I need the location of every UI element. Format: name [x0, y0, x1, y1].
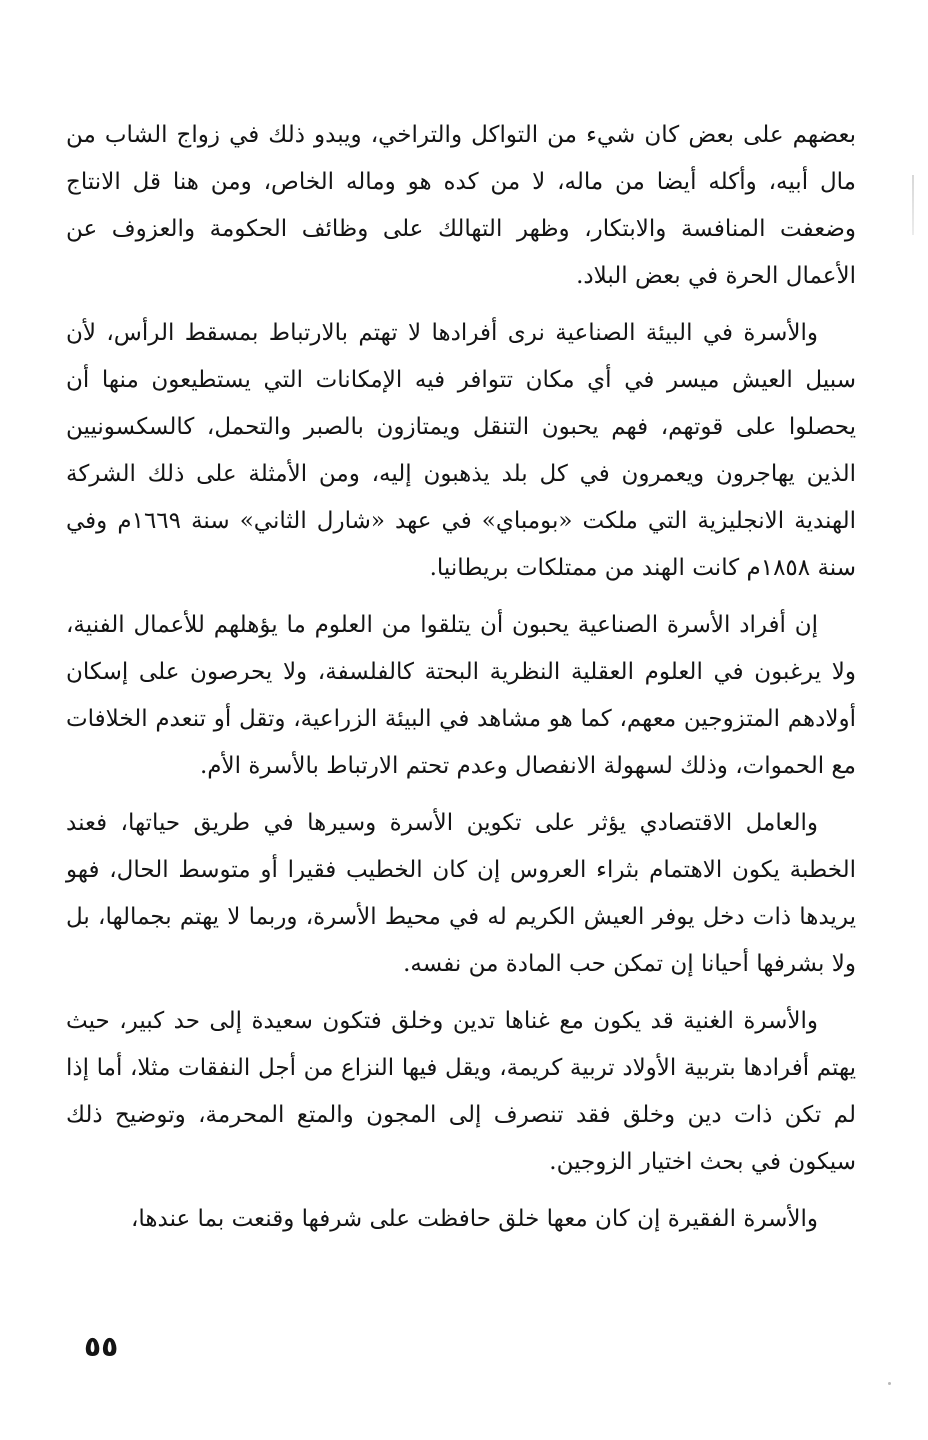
paragraph-6: والأسرة الفقيرة إن كان معها خلق حافظت على شرفها وقنعت بما عندها،: [130, 1206, 818, 1232]
body-text: [66, 112, 856, 1253]
paragraph-1: بعضهم على بعض كان شيء من التواكل والتراخي، ويبدو ذلك في زواج الشاب من مال أبيه، وأكله أيضا من ماله، لا من كده هو وماله الخاص، ومن هنا قل الانتاج وضعفت المنافسة والابتكار، وظهر التهالك على وظائف الحكومة والعزوف عن الأعمال الحرة في بعض البلاد.: [66, 122, 856, 289]
page-number: ٥٥: [84, 1330, 119, 1363]
paragraph-2: والأسرة في البيئة الصناعية نرى أفرادها لا تهتم بالارتباط بمسقط الرأس، لأن سبيل العيش ميسر في أي مكان تتوافر فيه الإمكانات التي يستطيعون منها أن يحصلوا على قوتهم، فهم يحبون التنقل ويمتازون بالصبر والتحمل، كالسكسونيين الذين يهاجرون ويعمرون في كل بلد يذهبون إليه، ومن الأمثلة على ذلك الشركة الهندية الانجليزية التي ملكت «بومباي» في عهد «شارل الثاني» سنة ١٦٦٩م وفي سنة ١٨٥٨م كانت الهند من ممتلكات بريطانيا.: [66, 320, 856, 581]
paragraph-4: والعامل الاقتصادي يؤثر على تكوين الأسرة وسيرها في طريق حياتها، فعند الخطبة يكون الاهتمام بثراء العروس إن كان الخطيب فقيرا أو متوسط الحال، فهو يريدها ذات دخل يوفر العيش الكريم له في محيط الأسرة، وربما لا يهتم بجمالها، بل ولا بشرفها أحيانا إن تمكن حب المادة من نفسه.: [66, 810, 856, 977]
margin-mark: [912, 175, 914, 235]
scan-speck: [888, 1382, 891, 1385]
paragraph-3: إن أفراد الأسرة الصناعية يحبون أن يتلقوا من العلوم ما يؤهلهم للأعمال الفنية، ولا يرغبون في العلوم العقلية النظرية البحتة كالفلسفة، ولا يحرصون على إسكان أولادهم المتزوجين معهم، كما هو مشاهد في البيئة الزراعية، وتقل أو تنعدم الخلافات مع الحموات، وذلك لسهولة الانفصال وعدم تحتم الارتباط بالأسرة الأم.: [66, 612, 856, 779]
paragraph-5: والأسرة الغنية قد يكون مع غناها تدين وخلق فتكون سعيدة إلى حد كبير، حيث يهتم أفرادها بتربية الأولاد تربية كريمة، ويقل فيها النزاع من أجل النفقات مثلا، أما إذا لم تكن ذات دين وخلق فقد تنصرف إلى المجون والمتع المحرمة، وتوضيح ذلك سيكون في بحث اختيار الزوجين.: [66, 1008, 856, 1175]
